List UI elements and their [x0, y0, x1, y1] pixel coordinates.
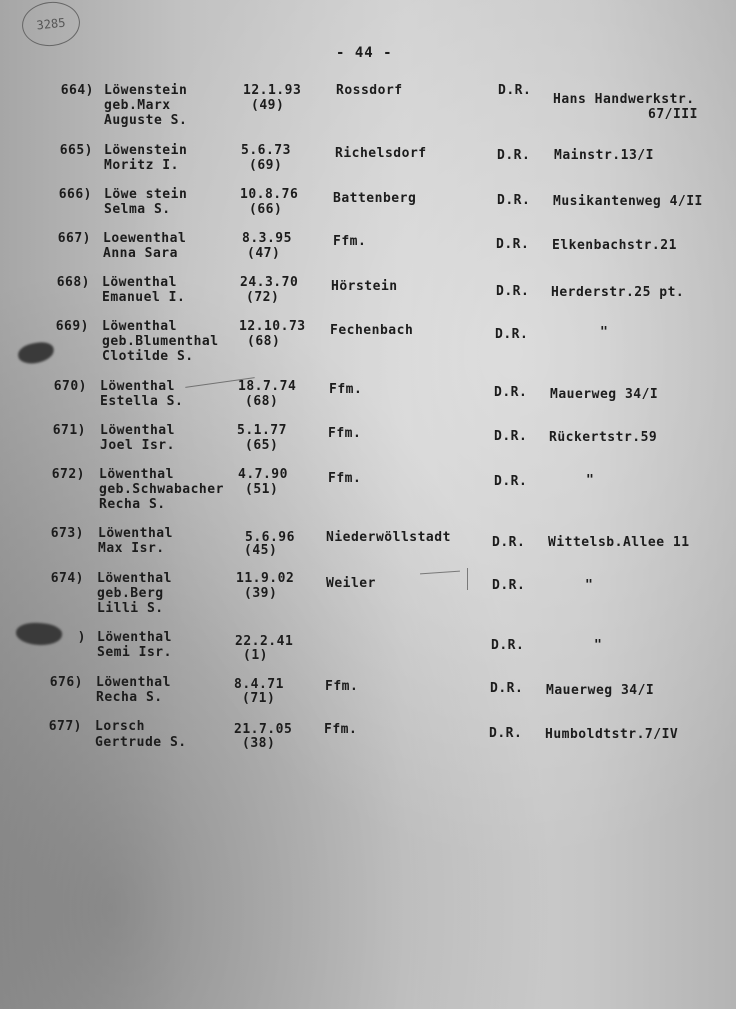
entry-name-line: Löwenthal — [100, 379, 175, 394]
entry-mark: D.R. — [489, 726, 523, 741]
entry-age: (51) — [245, 482, 279, 497]
entry-number: 669) — [55, 319, 89, 334]
archive-stamp: 3285 — [20, 0, 82, 49]
entry-address-line: Mauerweg 34/I — [546, 683, 655, 698]
entry-name-line: Clotilde S. — [102, 349, 194, 364]
entry-birthdate: 8.4.71 — [234, 677, 284, 692]
entry-name-line: Recha S. — [99, 497, 166, 512]
entry-age: (47) — [247, 246, 281, 261]
entry-birthplace: Ffm. — [328, 426, 362, 441]
entry-name-line: Joel Isr. — [100, 438, 175, 453]
entry-age: (38) — [242, 736, 276, 751]
entry-name-line: Moritz I. — [104, 158, 179, 173]
entry-name-line: Löwenthal — [102, 319, 177, 334]
entry-birthplace: Weiler — [326, 576, 376, 591]
entry-address-line: 67/III — [648, 107, 698, 122]
entry-age: (49) — [251, 98, 285, 113]
entry-name-line: Löwenthal — [97, 571, 172, 586]
entry-number: ) — [77, 630, 86, 645]
entry-birthdate: 11.9.02 — [236, 571, 295, 586]
entry-name-line: Löwe stein — [104, 187, 188, 202]
entry-birthdate: 12.10.73 — [239, 319, 306, 334]
entry-number: 666) — [58, 187, 92, 202]
entry-name-line: Lilli S. — [97, 601, 164, 616]
entry-name-line: geb.Schwabacher — [99, 482, 224, 497]
entry-birthplace: Ffm. — [328, 471, 362, 486]
ditto-mark: " — [600, 325, 609, 340]
entry-birthdate: 21.7.05 — [234, 722, 293, 737]
entry-mark: D.R. — [494, 474, 528, 489]
entry-birthplace: Ffm. — [325, 679, 359, 694]
entry-age: (45) — [244, 543, 278, 558]
entry-name-line: geb.Marx — [104, 98, 171, 113]
entry-name-line: geb.Berg — [97, 586, 164, 601]
ditto-mark: " — [594, 638, 603, 653]
entry-number: 668) — [56, 275, 90, 290]
entry-name-line: geb.Blumenthal — [102, 334, 219, 349]
entry-mark: D.R. — [491, 638, 525, 653]
entry-name-line: Löwenthal — [102, 275, 177, 290]
entry-number: 665) — [59, 143, 93, 158]
entry-age: (1) — [243, 648, 268, 663]
entry-number: 674) — [50, 571, 84, 586]
entry-birthdate: 5.6.73 — [241, 143, 291, 158]
page-number: - 44 - — [336, 45, 393, 61]
entry-mark: D.R. — [496, 237, 530, 252]
entry-birthdate: 4.7.90 — [238, 467, 288, 482]
entry-birthplace: Ffm. — [324, 722, 358, 737]
entry-number: 664) — [60, 83, 94, 98]
entry-number: 677) — [48, 719, 82, 734]
entry-mark: D.R. — [492, 578, 526, 593]
entry-birthplace: Battenberg — [333, 191, 417, 206]
entry-birthdate: 22.2.41 — [235, 634, 294, 649]
pencil-streak — [467, 568, 468, 590]
entry-address-line: Hans Handwerkstr. — [553, 92, 695, 107]
entry-address-line: Mauerweg 34/I — [550, 387, 659, 402]
entry-name-line: Recha S. — [96, 690, 163, 705]
entry-address-line: Mainstr.13/I — [554, 148, 654, 163]
entry-mark: D.R. — [497, 193, 531, 208]
entry-birthdate: 8.3.95 — [242, 231, 292, 246]
entry-name-line: Estella S. — [100, 394, 184, 409]
entry-birthplace: Hörstein — [331, 279, 398, 294]
entry-name-line: Emanuel I. — [102, 290, 186, 305]
entry-name-line: Max Isr. — [98, 541, 165, 556]
entry-name-line: Löwenthal — [96, 675, 171, 690]
entry-name-line: Semi Isr. — [97, 645, 172, 660]
ditto-mark: " — [586, 473, 595, 488]
entry-name-line: Anna Sara — [103, 246, 178, 261]
entry-birthdate: 5.6.96 — [245, 530, 295, 545]
entry-address-line: Herderstr.25 pt. — [551, 285, 685, 300]
entry-age: (68) — [245, 394, 279, 409]
entry-age: (72) — [246, 290, 280, 305]
entry-mark: D.R. — [494, 429, 528, 444]
entry-age: (66) — [249, 202, 283, 217]
entry-name-line: Löwenstein — [104, 143, 188, 158]
entry-mark: D.R. — [496, 284, 530, 299]
entry-birthdate: 24.3.70 — [240, 275, 299, 290]
entry-number: 673) — [50, 526, 84, 541]
entry-age: (68) — [247, 334, 281, 349]
entry-name-line: Lorsch — [95, 719, 145, 734]
entry-age: (39) — [244, 586, 278, 601]
entry-mark: D.R. — [495, 327, 529, 342]
entry-birthplace: Richelsdorf — [335, 146, 427, 161]
ink-blot — [17, 341, 55, 366]
entry-age: (65) — [245, 438, 279, 453]
entry-birthplace: Niederwöllstadt — [326, 530, 451, 545]
entry-name-line: Selma S. — [104, 202, 171, 217]
entry-mark: D.R. — [492, 535, 526, 550]
entry-birthdate: 18.7.74 — [238, 379, 297, 394]
entry-name-line: Löwenthal — [100, 423, 175, 438]
entry-birthplace: Rossdorf — [336, 83, 403, 98]
entry-birthdate: 12.1.93 — [243, 83, 302, 98]
entry-address-line: Wittelsb.Allee 11 — [548, 535, 690, 550]
entry-name-line: Auguste S. — [104, 113, 188, 128]
entry-age: (71) — [242, 691, 276, 706]
entry-name-line: Loewenthal — [103, 231, 187, 246]
entry-address-line: Elkenbachstr.21 — [552, 238, 677, 253]
entry-number: 670) — [53, 379, 87, 394]
entry-age: (69) — [249, 158, 283, 173]
entry-mark: D.R. — [494, 385, 528, 400]
ditto-mark: " — [585, 578, 594, 593]
entry-address-line: Musikantenweg 4/II — [553, 194, 703, 209]
entry-birthdate: 5.1.77 — [237, 423, 287, 438]
entry-name-line: Löwenthal — [99, 467, 174, 482]
entry-name-line: Löwenthal — [98, 526, 173, 541]
entry-number: 667) — [57, 231, 91, 246]
entry-name-line: Gertrude S. — [95, 735, 187, 750]
entry-mark: D.R. — [497, 148, 531, 163]
entry-address-line: Rückertstr.59 — [549, 430, 658, 445]
entry-birthdate: 10.8.76 — [240, 187, 299, 202]
pencil-streak — [420, 571, 460, 575]
entry-birthplace: Fechenbach — [330, 323, 414, 338]
entry-number: 671) — [52, 423, 86, 438]
entry-mark: D.R. — [490, 681, 524, 696]
entry-birthplace: Ffm. — [329, 382, 363, 397]
entry-mark: D.R. — [498, 83, 532, 98]
entry-number: 672) — [51, 467, 85, 482]
entry-name-line: Löwenstein — [104, 83, 188, 98]
entry-number: 676) — [49, 675, 83, 690]
entry-birthplace: Ffm. — [333, 234, 367, 249]
entry-name-line: Löwenthal — [97, 630, 172, 645]
entry-address-line: Humboldtstr.7/IV — [545, 727, 679, 742]
